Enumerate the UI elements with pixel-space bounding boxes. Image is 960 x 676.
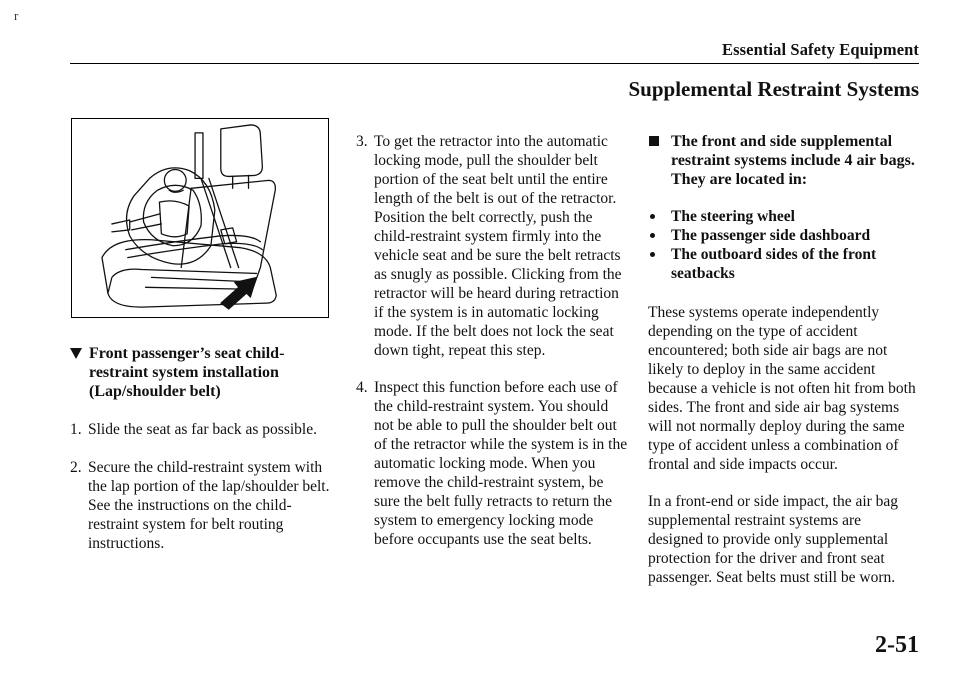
- corner-mark: r: [14, 8, 19, 23]
- triangle-bullet-icon: [70, 348, 82, 359]
- step-number: 3.: [356, 133, 368, 150]
- list-item: [648, 226, 920, 245]
- dot-bullet-icon: [650, 252, 655, 257]
- subheading-text: Front passenger’s seat child-restraint system installation (Lap/shoulder belt): [89, 345, 285, 400]
- step-item: [356, 132, 628, 360]
- installation-steps: [70, 420, 342, 553]
- step-text: Inspect this function before each use of the child-restraint system. You should not be able to pull the shoulder belt out of the retractor while the system is in the automatic locking mode. When you remove the child-restraint system, be sure the belt fully retracts to return the system to emergency locking mode before occupants use the seat belts.: [374, 379, 628, 548]
- dot-bullet-icon: [650, 233, 655, 238]
- right-column: [648, 132, 920, 605]
- step-item: [70, 458, 342, 553]
- running-title: Essential Safety Equipment: [722, 40, 919, 59]
- paragraph: In a front-end or side impact, the air bag supplemental restraint systems are designed to provide only supplemental protection for the driver and front seat passenger. Seat belts must still be worn.: [648, 493, 899, 586]
- step-number: 1.: [70, 421, 82, 438]
- installation-subheading: [70, 344, 342, 401]
- step-text: To get the retractor into the automatic locking mode, pull the shoulder belt portion of the seat belt until the entire length of the belt is out of the retractor. Position the belt correctly, push the child-restraint system firmly into the vehicle seat and be sure the belt retracts as snugly as possible. Clicking from the retractor will be heard during retraction if the system is in automatic locking mode. If the belt does not lock the seat down tight, repeat this step.: [374, 133, 622, 359]
- location-text: The outboard sides of the front seatbacks: [671, 246, 877, 282]
- step-number: 2.: [70, 459, 82, 476]
- middle-column: [356, 132, 628, 567]
- step-item: [356, 378, 628, 549]
- airbag-heading: [648, 132, 920, 189]
- square-bullet-icon: [649, 136, 659, 146]
- step-text: Secure the child-restraint system with the lap portion of the lap/shoulder belt. See the instructions on the child-restraint system for belt routing instructions.: [88, 459, 330, 552]
- list-item: [648, 245, 920, 283]
- list-item: [648, 207, 920, 226]
- child-seat-illustration: [71, 118, 329, 318]
- paragraph: These systems operate independently depending on the type of accident encountered; both side air bags are not likely to deploy in the same accident because a vehicle is not often hit from both sides. The front and side air bag systems will not normally deploy during the same type of accident unless a combination of frontal and side impacts occur.: [648, 304, 916, 473]
- child-seat-drawing: [72, 119, 328, 317]
- page-number: 2-51: [875, 632, 919, 658]
- left-column: [70, 344, 342, 572]
- airbag-heading-text: The front and side supplemental restraint systems include 4 air bags. They are located in:: [671, 133, 915, 188]
- airbag-locations-list: [648, 207, 920, 283]
- step-text: Slide the seat as far back as possible.: [88, 421, 317, 438]
- locking-mode-steps: [356, 132, 628, 549]
- location-text: The steering wheel: [671, 208, 795, 225]
- location-text: The passenger side dashboard: [671, 227, 871, 244]
- step-number: 4.: [356, 379, 368, 396]
- dot-bullet-icon: [650, 214, 655, 219]
- header-rule: [70, 63, 919, 64]
- step-item: [70, 420, 342, 439]
- section-title: Supplemental Restraint Systems: [628, 77, 919, 101]
